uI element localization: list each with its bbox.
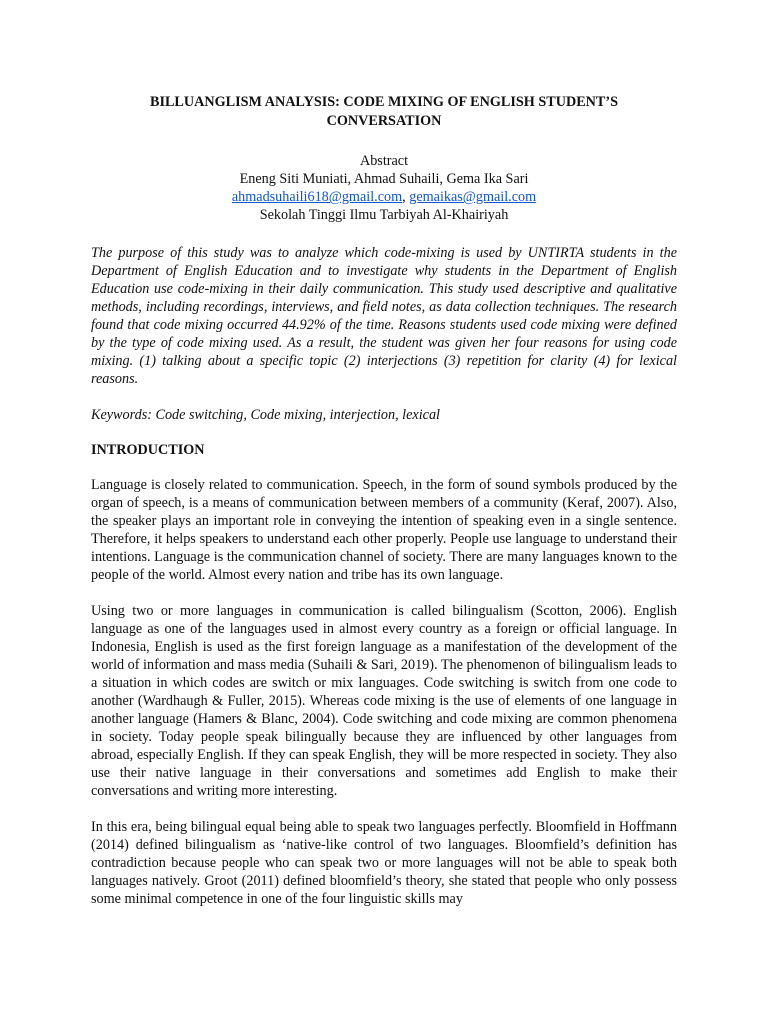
intro-paragraph-1: Language is closely related to communication. Speech, in the form of sound symbols produced by the organ of speech, is a means of communication between members of a community (Keraf, 2007). Also, the speaker plays an important role in conveying the intention of speaking even in a single sentence. Therefore, it helps speakers to understand each other properly. People use language to understand their intentions. Language is the communication channel of society. There are many languages known to the people of the world. Almost every nation and tribe has its own language. [91,477,677,583]
abstract-text: The purpose of this study was to analyze which code-mixing is used by UNTIRTA students in the Department of English Education and to investigate why students in the Department of English Education use code-mixing in their daily communication. This study used descriptive and qualitative methods, including recordings, interviews, and field notes, as data collection techniques. The research found that code mixing occurred 44.92% of the time. Reasons students used code mixing were defined by the type of code mixing used. As a result, the student was given her four reasons for using code mixing. (1) talking about a specific topic (2) interjections (3) repetition for clarity (4) for lexical reasons. [91,245,677,387]
section-heading-introduction: INTRODUCTION [91,442,205,458]
paper-title [91,93,677,131]
abstract-label: Abstract [359,153,409,169]
authors: Eneng Siti Muniati, Ahmad Suhaili, Gema Ika Sari [239,171,529,187]
email-separator: , [402,189,410,205]
header-block [91,152,677,224]
affiliation: Sekolah Tinggi Ilmu Tarbiyah Al-Khairiyah [259,207,509,223]
title-line-1: BILLUANGLISM ANALYSIS: CODE MIXING OF ENGLISH STUDENT’S [149,94,619,110]
intro-paragraph-2: Using two or more languages in communication is called bilingualism (Scotton, 2006). English language as one of the languages used in almost every country as a foreign or official language. In Indonesia, English is used as the first foreign language as a manifestation of the development of the world of information and mass media (Suhaili & Sari, 2019). The phenomenon of bilingualism leads to a situation in which codes are switch or mix languages. Code switching is switch from one code to another (Wardhaugh & Fuller, 2015). Whereas code mixing is the use of elements of one language in another language (Hamers & Blanc, 2004). Code switching and code mixing are common phenomena in society. Today people speak bilingually because they are influenced by other languages from abroad, especially English. If they can speak English, they will be more respected in society. They also use their native language in their conversations and sometimes add English to make their conversations and writing more interesting. [91,603,677,799]
intro-paragraph-3: In this era, being bilingual equal being able to speak two languages perfectly. Bloomfield in Hoffmann (2014) defined bilingualism as ‘native-like control of two languages. Bloomfield’s definition has contradiction because people who can speak two or more languages will not be able to speak both languages natively. Groot (2011) defined bloomfield’s theory, she stated that people who only possess some minimal competence in one of the four linguistic skills may [91,819,677,907]
paper-content [91,93,677,908]
keywords: Keywords: Code switching, Code mixing, interjection, lexical [91,407,440,423]
emails [91,188,677,206]
title-line-2: CONVERSATION [326,113,442,129]
email-link-2[interactable]: gemaikas@gmail.com [409,189,537,205]
email-link-1[interactable]: ahmadsuhaili618@gmail.com [231,189,403,205]
